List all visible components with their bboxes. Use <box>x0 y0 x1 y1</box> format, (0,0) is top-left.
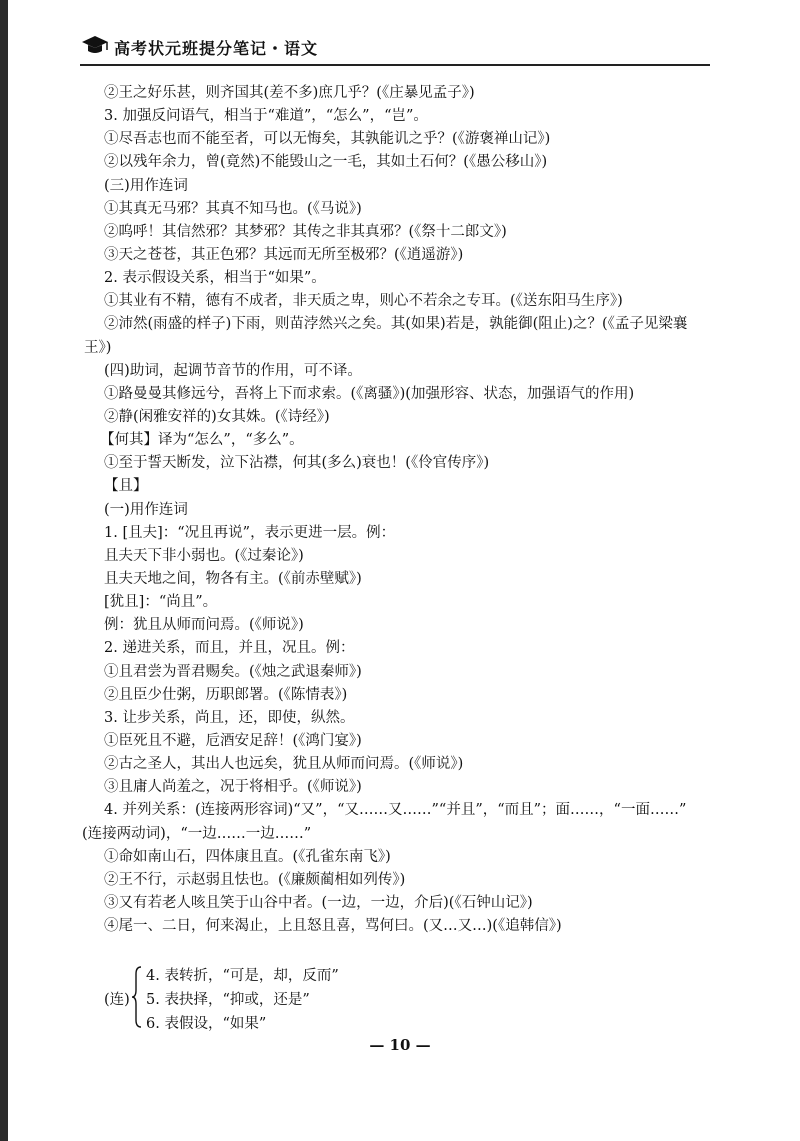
text-line: ①其业有不精，德有不成者，非天质之卑，则心不若余之专耳。(《送东阳马生序》) <box>104 293 623 310</box>
text-line: ②王之好乐甚，则齐国其(差不多)庶几乎？(《庄暴见孟子》) <box>104 85 475 101</box>
text-line: ①尽吾志也而不能至者，可以无悔矣，其孰能讥之乎？(《游褒禅山记》) <box>104 131 551 148</box>
graduation-cap-icon <box>80 34 110 56</box>
text-line: ①臣死且不避，卮酒安足辞！(《鸿门宴》) <box>104 732 362 749</box>
header-divider <box>80 64 710 66</box>
text-line: ④尾一、二日，何来渴止，上且怒且喜，骂何曰。(又…又…)(《追韩信》) <box>104 918 562 935</box>
text-line: (一)用作连词 <box>104 501 188 518</box>
text-line: ②古之圣人，其出人也远矣，犹且从师而问焉。(《师说》) <box>104 756 464 773</box>
page-number: — 10 — <box>369 1036 431 1054</box>
text-line: 且夫天下非小弱也。(《过秦论》) <box>104 547 304 564</box>
text-line: [犹且]：“尚且”。 <box>104 594 218 611</box>
brace-item: 5. 表抉择，“抑或，还是” <box>146 992 310 1008</box>
text-line: ②静(闲雅安祥的)女其姝。(《诗经》) <box>104 408 330 425</box>
left-brace-icon <box>132 966 142 1028</box>
text-line: 【何其】译为“怎么”，“多么”。 <box>100 432 304 449</box>
brace-item: 6. 表假设，“如果” <box>146 1016 267 1032</box>
text-line: ①路曼曼其修远兮，吾将上下而求索。(《离骚》)(加强形容、状态，加强语气的作用) <box>104 385 635 402</box>
text-line: ①命如南山石，四体康且直。(《孔雀东南飞》) <box>104 848 391 865</box>
scan-edge <box>0 0 8 1141</box>
text-line: 2. 递进关系，而且，并且，况且。例： <box>104 640 355 657</box>
page-header <box>80 30 710 60</box>
text-line: (三)用作连词 <box>104 177 188 194</box>
text-line: 3. 让步关系，尚且，还，即使，纵然。 <box>104 709 355 726</box>
text-line: ①至于誓天断发，泣下沾襟，何其(多么)衰也！(《伶官传序》) <box>104 455 490 472</box>
text-line: 2. 表示假设关系，相当于“如果”。 <box>104 270 326 287</box>
text-line: ②沛然(雨盛的样子)下雨，则苗浡然兴之矣。其(如果)若是，孰能御(阻止)之？(《孟子见梁襄 <box>104 316 688 333</box>
text-line: ②呜呼！其信然邪？其梦邪？其传之非其真邪？(《祭十二郎文》) <box>104 223 507 240</box>
brace-item: 4. 表转折，“可是，却，反而” <box>146 968 339 984</box>
text-line: (连接两动词)，“一边……一边……” <box>82 825 312 842</box>
text-line: 王》) <box>84 339 112 356</box>
text-line: ②以残年余力，曾(竟然)不能毁山之一毛，其如土石何？(《愚公移山》) <box>104 154 548 171</box>
text-line: ①且君尝为晋君赐矣。(《烛之武退秦师》) <box>104 663 362 680</box>
text-line: (四)助词，起调节音节的作用，可不译。 <box>104 362 362 379</box>
text-line: ③又有若老人咳且笑于山谷中者。(一边，一边，介后)(《石钟山记》) <box>104 894 533 911</box>
text-line: 例：犹且从师而问焉。(《师说》) <box>104 617 304 634</box>
text-line: ③且庸人尚羞之，况于将相乎。(《师说》) <box>104 779 362 796</box>
text-line: ③天之苍苍，其正色邪？其远而无所至极邪？(《逍遥游》) <box>104 246 464 263</box>
text-line: 4. 并列关系：(连接两形容词)“又”，“又……又……”“并且”，“而且”；面……，“一面……” <box>104 802 687 819</box>
body-text <box>82 82 704 938</box>
text-line: ②王不行，示赵弱且怯也。(《廉颇蔺相如列传》) <box>104 871 406 888</box>
text-line: ①其真无马邪？其真不知马也。(《马说》) <box>104 200 362 217</box>
text-line: 【且】 <box>104 478 148 495</box>
brace-label: (连) <box>104 992 130 1008</box>
text-line: 且夫天地之间，物各有主。(《前赤壁赋》) <box>104 570 362 587</box>
text-line: 3. 加强反问语气，相当于“难道”，“怎么”，“岂”。 <box>104 108 428 125</box>
header-title: 高考状元班提分笔记・语文 <box>114 39 319 58</box>
text-line: ②且臣少仕粥，历职郎署。(《陈情表》) <box>104 686 348 703</box>
text-line: 1. [且夫]：“况且再说”，表示更进一层。例： <box>104 524 396 541</box>
conjunction-summary <box>104 964 424 1034</box>
